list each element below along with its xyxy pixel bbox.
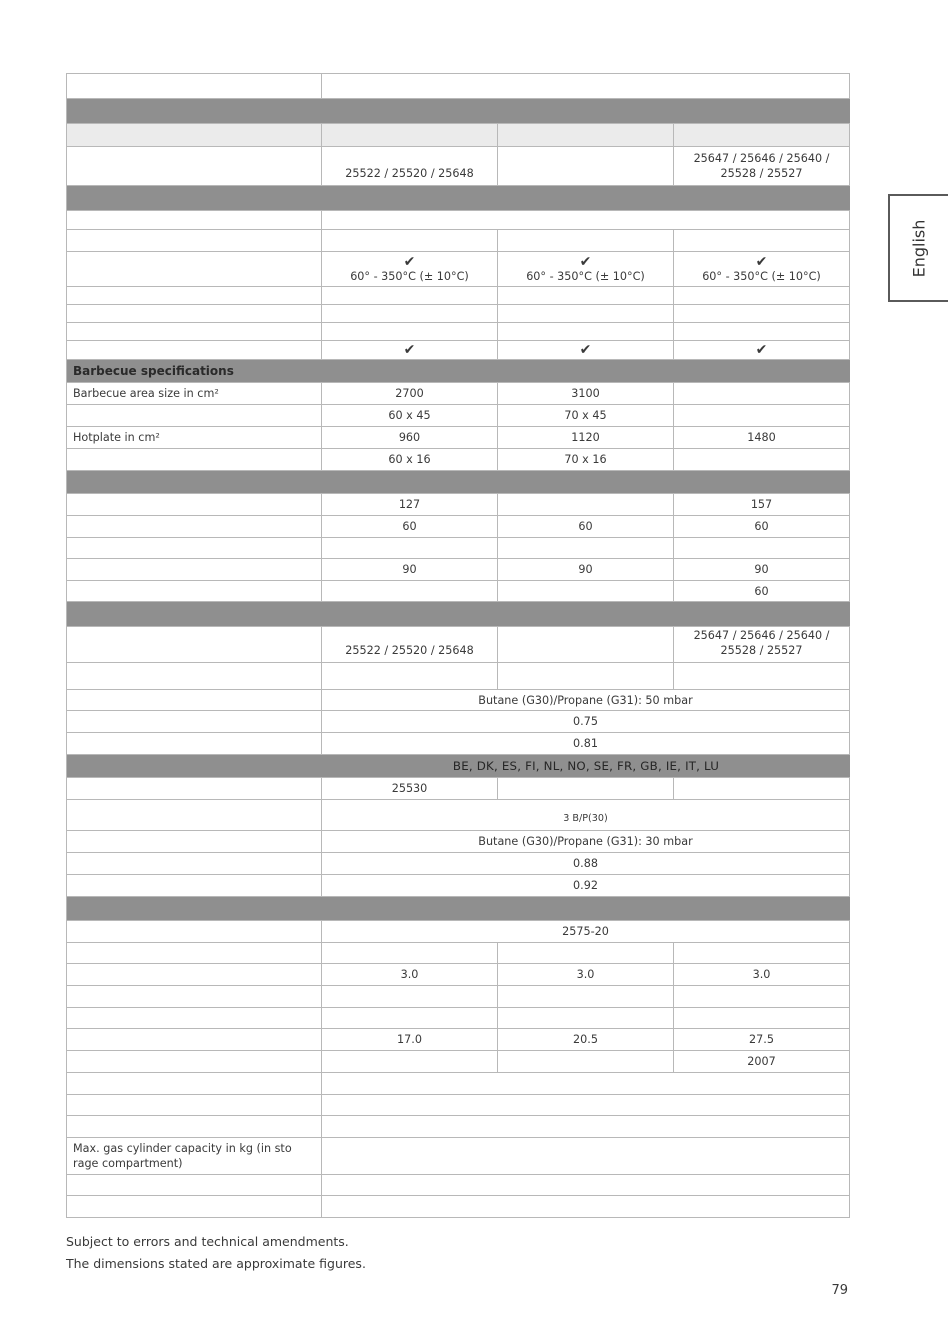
table-cell (322, 305, 498, 323)
table-row (67, 581, 850, 602)
table-row (67, 287, 850, 305)
table-row (67, 831, 850, 853)
table-cell (498, 252, 674, 287)
table-cell (67, 1008, 322, 1029)
table-cell (498, 230, 674, 252)
table-cell (322, 74, 850, 99)
table-row (67, 1073, 850, 1095)
table-cell (67, 733, 322, 755)
table-row (67, 1175, 850, 1196)
table-cell: 27.5 (674, 1029, 850, 1051)
table-row (67, 383, 850, 405)
country-list: BE, DK, ES, FI, NL, NO, SE, FR, GB, IE, IT, LU (322, 755, 850, 778)
table-row (67, 405, 850, 427)
table-row (67, 211, 850, 230)
table-cell (322, 252, 498, 287)
table-cell (322, 1138, 850, 1175)
table-cell: 2007 (674, 1051, 850, 1073)
language-tab[interactable] (888, 194, 948, 302)
table-cell: 3 B/P(30) (322, 800, 850, 831)
table-cell (322, 1073, 850, 1095)
table-cell (322, 1051, 498, 1073)
table-cell (67, 516, 322, 538)
section-header-row (67, 602, 850, 627)
table-cell: Butane (G30)/Propane (G31): 30 mbar (322, 831, 850, 853)
table-cell: 17.0 (322, 1029, 498, 1051)
table-cell (67, 1116, 322, 1138)
table-cell (498, 943, 674, 964)
table-cell (67, 1029, 322, 1051)
table-cell (67, 853, 322, 875)
section-band (322, 602, 850, 627)
table-cell (674, 230, 850, 252)
table-cell (67, 964, 322, 986)
table-row (67, 853, 850, 875)
section-header-row (67, 897, 850, 921)
table-cell (67, 305, 322, 323)
table-cell (498, 494, 674, 516)
table-cell: 25647 / 25646 / 25640 / 25528 / 25527 (674, 627, 850, 663)
table-row (67, 1138, 850, 1175)
table-row (67, 305, 850, 323)
check-icon: ✔ (755, 253, 768, 270)
table-row (67, 1008, 850, 1029)
table-cell (67, 943, 322, 964)
table-row (67, 778, 850, 800)
check-icon: ✔ (322, 341, 498, 360)
table-row (67, 538, 850, 559)
table-row (67, 323, 850, 341)
spec-table (66, 73, 850, 1218)
table-row (67, 1196, 850, 1218)
table-cell: 0.88 (322, 853, 850, 875)
table-cell (67, 690, 322, 711)
table-cell: 3.0 (498, 964, 674, 986)
table-row (67, 921, 850, 943)
table-cell: 90 (674, 559, 850, 581)
table-row (67, 494, 850, 516)
table-cell (67, 74, 322, 99)
table-cell: 70 x 45 (498, 405, 674, 427)
table-cell (67, 287, 322, 305)
table-cell (67, 581, 322, 602)
table-cell (322, 986, 498, 1008)
table-cell: 3100 (498, 383, 674, 405)
section-band (322, 186, 850, 211)
table-cell (674, 449, 850, 471)
table-row (67, 1029, 850, 1051)
table-cell (674, 538, 850, 559)
table-cell (498, 538, 674, 559)
table-cell (498, 124, 674, 147)
section-header-row (67, 360, 850, 383)
table-cell: 60 (322, 516, 498, 538)
table-cell (67, 494, 322, 516)
table-cell (498, 1008, 674, 1029)
table-row (67, 427, 850, 449)
table-cell (322, 1196, 850, 1218)
table-row (67, 124, 850, 147)
table-row (67, 147, 850, 186)
table-cell (498, 147, 674, 186)
section-header-row (67, 99, 850, 124)
table-cell (67, 1095, 322, 1116)
table-cell (322, 581, 498, 602)
footnote-errors: Subject to errors and technical amendments. (66, 1234, 349, 1249)
table-cell: 90 (498, 559, 674, 581)
table-cell (322, 538, 498, 559)
check-icon: ✔ (674, 341, 850, 360)
table-row (67, 627, 850, 663)
table-cell: 60 (674, 581, 850, 602)
section-title: Barbecue specifications (67, 360, 322, 383)
table-cell (67, 147, 322, 186)
table-cell (322, 1175, 850, 1196)
table-cell (674, 663, 850, 690)
table-cell (498, 627, 674, 663)
table-cell: Barbecue area size in cm² (67, 383, 322, 405)
table-cell (498, 1051, 674, 1073)
table-cell (674, 383, 850, 405)
table-row (67, 252, 850, 287)
table-cell (67, 124, 322, 147)
table-cell (67, 800, 322, 831)
table-cell (674, 287, 850, 305)
section-title (67, 99, 322, 124)
table-cell (67, 230, 322, 252)
table-cell (498, 986, 674, 1008)
table-cell (322, 124, 498, 147)
table-cell (322, 323, 498, 341)
table-cell (67, 559, 322, 581)
table-cell (67, 778, 322, 800)
table-cell (67, 211, 322, 230)
table-cell (322, 230, 498, 252)
table-cell: 90 (322, 559, 498, 581)
table-cell (674, 943, 850, 964)
section-band (322, 471, 850, 494)
table-cell (322, 1095, 850, 1116)
table-cell: 60 x 16 (322, 449, 498, 471)
table-cell (67, 341, 322, 360)
check-icon: ✔ (403, 253, 416, 270)
language-tab-label: English (909, 219, 929, 277)
section-header-row (67, 471, 850, 494)
table-cell: 3.0 (322, 964, 498, 986)
section-title (67, 186, 322, 211)
table-cell (674, 124, 850, 147)
temperature-range: 60° - 350°C (± 10°C) (350, 269, 469, 283)
table-cell (322, 943, 498, 964)
table-row (67, 711, 850, 733)
section-header-row (67, 186, 850, 211)
table-row (67, 733, 850, 755)
table-cell (67, 711, 322, 733)
table-cell (67, 986, 322, 1008)
table-cell (67, 1196, 322, 1218)
table-cell: 25530 (322, 778, 498, 800)
temperature-range: 60° - 350°C (± 10°C) (702, 269, 821, 283)
table-cell: 0.92 (322, 875, 850, 897)
table-row (67, 74, 850, 99)
section-title (67, 471, 322, 494)
table-cell: 25647 / 25646 / 25640 / 25528 / 25527 (674, 147, 850, 186)
table-row (67, 690, 850, 711)
table-cell: 3.0 (674, 964, 850, 986)
table-cell: 0.75 (322, 711, 850, 733)
table-cell (498, 287, 674, 305)
table-cell (498, 663, 674, 690)
table-row (67, 1051, 850, 1073)
table-cell (67, 449, 322, 471)
table-cell (322, 287, 498, 305)
table-cell (67, 663, 322, 690)
table-cell (674, 323, 850, 341)
table-cell: 0.81 (322, 733, 850, 755)
table-cell: 2700 (322, 383, 498, 405)
table-cell (674, 405, 850, 427)
table-cell (67, 1073, 322, 1095)
table-cell: 157 (674, 494, 850, 516)
table-cell (67, 252, 322, 287)
table-cell (674, 305, 850, 323)
table-cell: 60 (498, 516, 674, 538)
table-row (67, 341, 850, 360)
table-row (67, 1116, 850, 1138)
table-cell (674, 778, 850, 800)
table-cell: 2575-20 (322, 921, 850, 943)
page-number: 79 (831, 1283, 848, 1298)
table-cell (498, 305, 674, 323)
table-cell (322, 211, 850, 230)
table-row (67, 663, 850, 690)
table-cell (67, 875, 322, 897)
table-cell: 25522 / 25520 / 25648 (322, 627, 498, 663)
table-row (67, 1095, 850, 1116)
table-cell: 960 (322, 427, 498, 449)
table-row (67, 800, 850, 831)
table-cell (67, 538, 322, 559)
table-cell: 1120 (498, 427, 674, 449)
section-band (322, 897, 850, 921)
table-row (67, 964, 850, 986)
table-cell (67, 627, 322, 663)
section-title (67, 602, 322, 627)
check-icon: ✔ (498, 341, 674, 360)
check-icon: ✔ (579, 253, 592, 270)
table-cell: 20.5 (498, 1029, 674, 1051)
table-cell: 60 x 45 (322, 405, 498, 427)
table-cell (67, 405, 322, 427)
table-row (67, 943, 850, 964)
table-cell (322, 1116, 850, 1138)
section-band (322, 360, 850, 383)
footnote-dimensions: The dimensions stated are approximate figures. (66, 1256, 366, 1271)
table-cell (322, 1008, 498, 1029)
section-header-row (67, 755, 850, 778)
table-cell (67, 323, 322, 341)
table-cell: Butane (G30)/Propane (G31): 50 mbar (322, 690, 850, 711)
table-cell (674, 1008, 850, 1029)
table-cell (498, 323, 674, 341)
table-cell (674, 986, 850, 1008)
table-cell: Hotplate in cm² (67, 427, 322, 449)
section-band (322, 99, 850, 124)
section-title (67, 897, 322, 921)
table-cell (674, 252, 850, 287)
table-cell (67, 1051, 322, 1073)
table-row (67, 875, 850, 897)
table-row (67, 230, 850, 252)
table-cell: Max. gas cylinder capacity in kg (in sto rage compartment) (67, 1138, 322, 1175)
table-cell (67, 1175, 322, 1196)
table-cell: 25522 / 25520 / 25648 (322, 147, 498, 186)
table-row (67, 559, 850, 581)
section-title (67, 755, 322, 778)
table-cell (67, 921, 322, 943)
temperature-range: 60° - 350°C (± 10°C) (526, 269, 645, 283)
table-cell: 70 x 16 (498, 449, 674, 471)
table-cell: 60 (674, 516, 850, 538)
table-cell: 127 (322, 494, 498, 516)
table-row (67, 449, 850, 471)
table-cell (322, 663, 498, 690)
table-row (67, 516, 850, 538)
table-cell (498, 581, 674, 602)
table-cell: 1480 (674, 427, 850, 449)
table-cell (67, 831, 322, 853)
table-row (67, 986, 850, 1008)
table-cell (498, 778, 674, 800)
